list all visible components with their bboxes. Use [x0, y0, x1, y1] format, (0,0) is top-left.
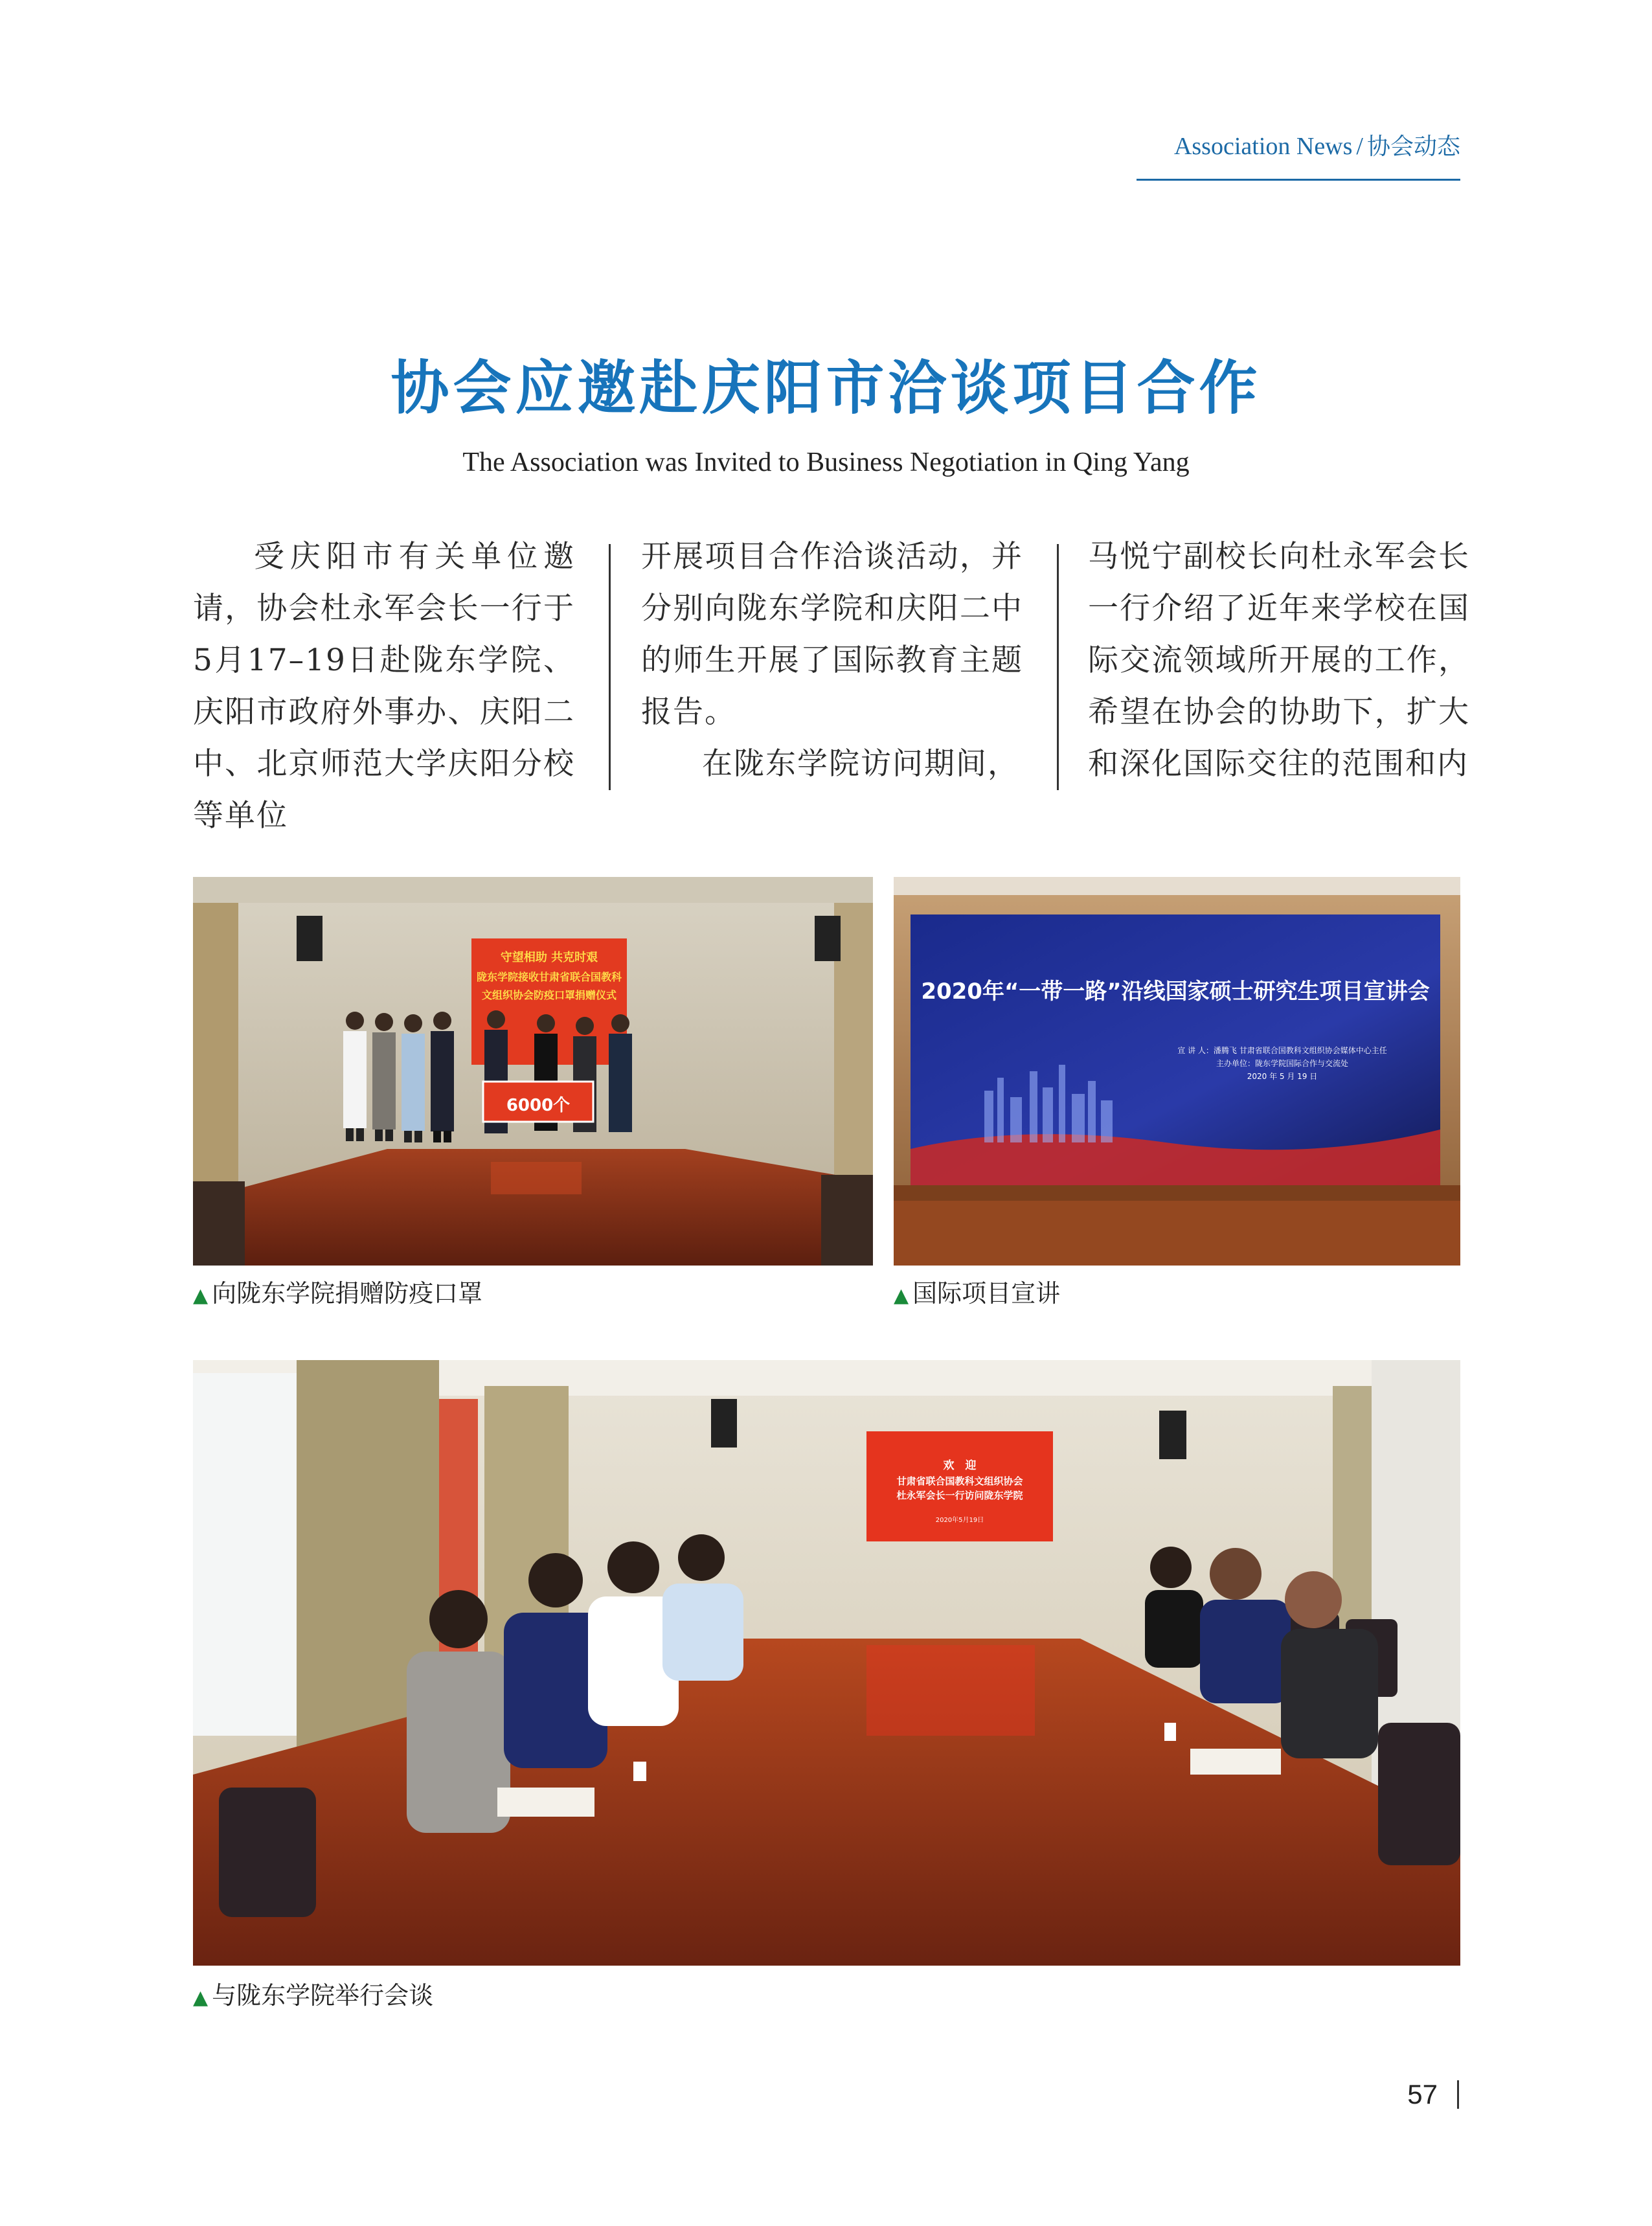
photo-meeting	[193, 1360, 1460, 1966]
body-column-2	[641, 531, 1023, 816]
body-paragraph: 受庆阳市有关单位邀请，协会杜永军会长一行于5月17–19日赴陇东学院、庆阳市政府外事办、庆阳二中、北京师范大学庆阳分校等单位	[193, 539, 575, 834]
caption-photo-3	[193, 1979, 646, 2014]
welcome-date: 2020年5月19日	[935, 1517, 984, 1524]
photo-project-presentation-image	[894, 877, 1460, 1266]
welcome-line-3: 杜永军会长一行访问陇东学院	[896, 1490, 1023, 1501]
caption-text: 与陇东学院举行会谈	[212, 1981, 434, 2010]
section-name-en: Association News	[1173, 133, 1353, 160]
body-column-3	[1088, 531, 1470, 816]
photo-mask-donation	[193, 877, 873, 1266]
triangle-up-icon: ▲	[894, 1284, 909, 1307]
screen-title: 2020年“一带一路”沿线国家硕士研究生项目宣讲会	[921, 979, 1430, 1005]
body-paragraph: 开展项目合作洽谈活动，并分别向陇东学院和庆阳二中的师生开展了国际教育主题报告。	[641, 539, 1023, 730]
screen-organizer: 主办单位：陇东学院国际合作与交流处	[1216, 1059, 1349, 1068]
caption-text: 国际项目宣讲	[912, 1279, 1061, 1308]
screen-date: 2020 年 5 月 19 日	[1247, 1072, 1318, 1081]
column-divider	[1057, 544, 1059, 790]
photo-meeting-image	[193, 1360, 1460, 1966]
photo-mask-donation-image	[193, 877, 873, 1266]
banner-line-1: 守望相助 共克时艰	[500, 951, 598, 964]
body-paragraph: 马悦宁副校长向杜永军会长一行介绍了近年来学校在国际交流领域所开展的工作，希望在协会的协助下，扩大和深化国际交往的范围和内	[1088, 539, 1470, 782]
article-subtitle: The Association was Invited to Business Negotiation in Qing Yang	[462, 448, 1190, 477]
section-separator: /	[1356, 133, 1363, 160]
caption-text: 向陇东学院捐赠防疫口罩	[212, 1279, 483, 1308]
photo-project-presentation	[894, 877, 1460, 1266]
triangle-up-icon: ▲	[193, 1986, 209, 2009]
screen-speaker: 宣 讲 人：潘腾飞 甘肃省联合国教科文组织协会媒体中心主任	[1177, 1046, 1387, 1055]
body-paragraph: 在陇东学院访问期间，	[702, 746, 1019, 782]
body-column-1	[193, 531, 575, 834]
caption-photo-2	[894, 1277, 1347, 1312]
article-title: 协会应邀赴庆阳市洽谈项目合作	[390, 354, 1262, 422]
column-divider	[609, 544, 611, 790]
donation-board-text: 6000个	[506, 1096, 571, 1115]
page-number: 57	[1407, 2079, 1438, 2109]
section-name-zh: 协会动态	[1366, 133, 1460, 160]
welcome-line-1: 欢 迎	[943, 1459, 977, 1472]
triangle-up-icon: ▲	[193, 1284, 209, 1307]
banner-line-2: 陇东学院接收甘肃省联合国教科	[476, 971, 622, 983]
welcome-line-2: 甘肃省联合国教科文组织协会	[896, 1475, 1023, 1487]
caption-photo-1	[193, 1277, 646, 1312]
page-number-rule	[1457, 2080, 1459, 2109]
banner-line-3: 文组织协会防疫口罩捐赠仪式	[481, 989, 617, 1001]
running-header	[1137, 127, 1460, 181]
